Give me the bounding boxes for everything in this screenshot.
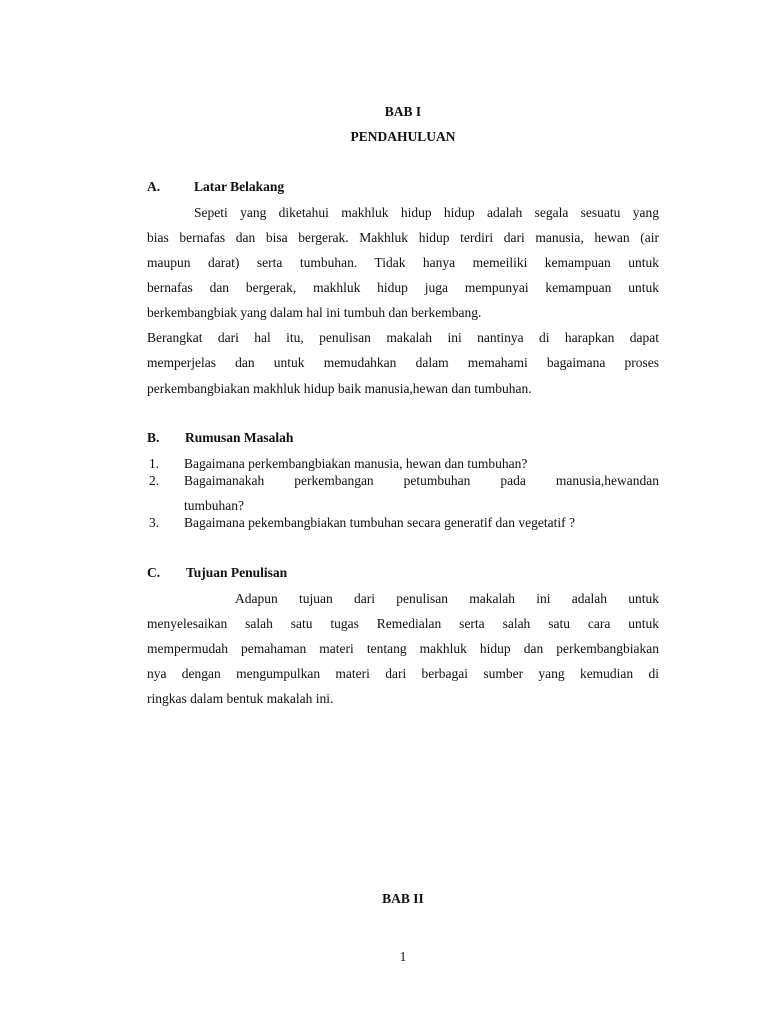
list-item-number: 3. <box>149 515 160 530</box>
section-c-line: ringkas dalam bentuk makalah ini. <box>147 691 334 706</box>
section-c-line: menyelesaikan salah satu tugas Remedialan serta salah satu cara untuk <box>147 616 659 631</box>
section-c-line: mempermudah pemahaman materi tentang makhluk hidup dan perkembangbiakan <box>147 641 659 656</box>
section-c-line: nya dengan mengumpulkan materi dari berbagai sumber yang kemudian di <box>147 666 659 681</box>
section-a-letter: A. <box>147 179 161 194</box>
section-a-line: memperjelas dan untuk memudahkan dalam memahami bagaimana proses <box>147 355 659 370</box>
section-a-line: Berangkat dari hal itu, penulisan makalah ini nantinya di harapkan dapat <box>147 330 659 345</box>
section-a-line: maupun darat) serta tumbuhan. Tidak hanya memeiliki kemampuan untuk <box>147 255 659 270</box>
section-b-heading: Rumusan Masalah <box>185 430 294 445</box>
list-item-number: 2. <box>149 473 160 488</box>
list-item-continuation: tumbuhan? <box>184 498 244 513</box>
list-item-number: 1. <box>149 456 160 471</box>
list-item: Bagaimana perkembangbiakan manusia, hewan dan tumbuhan? <box>184 456 528 471</box>
section-c-letter: C. <box>147 565 161 580</box>
list-item: Bagaimanakah perkembangan petumbuhan pada manusia,hewandan <box>184 473 659 488</box>
chapter-title: PENDAHULUAN <box>350 129 456 144</box>
section-a-line: bias bernafas dan bisa bergerak. Makhluk hidup terdiri dari manusia, hewan (air <box>147 230 659 245</box>
section-c-line: Adapun tujuan dari penulisan makalah ini adalah untuk <box>235 591 659 606</box>
section-b-letter: B. <box>147 430 160 445</box>
section-c-heading: Tujuan Penulisan <box>186 565 288 580</box>
bab-title: BAB I <box>384 104 422 119</box>
section-a-heading: Latar Belakang <box>194 179 285 194</box>
next-bab-title: BAB II <box>382 891 424 906</box>
section-a-line: perkembangbiakan makhluk hidup baik manusia,hewan dan tumbuhan. <box>147 381 532 396</box>
list-item: Bagaimana pekembangbiakan tumbuhan secara generatif dan vegetatif ? <box>184 515 575 530</box>
section-a-line: bernafas dan bergerak, makhluk hidup juga mempunyai kemampuan untuk <box>147 280 659 295</box>
page-number: 1 <box>399 949 407 964</box>
section-a-line: Sepeti yang diketahui makhluk hidup hidup adalah segala sesuatu yang <box>194 205 659 220</box>
section-a-line: berkembangbiak yang dalam hal ini tumbuh dan berkembang. <box>147 305 482 320</box>
